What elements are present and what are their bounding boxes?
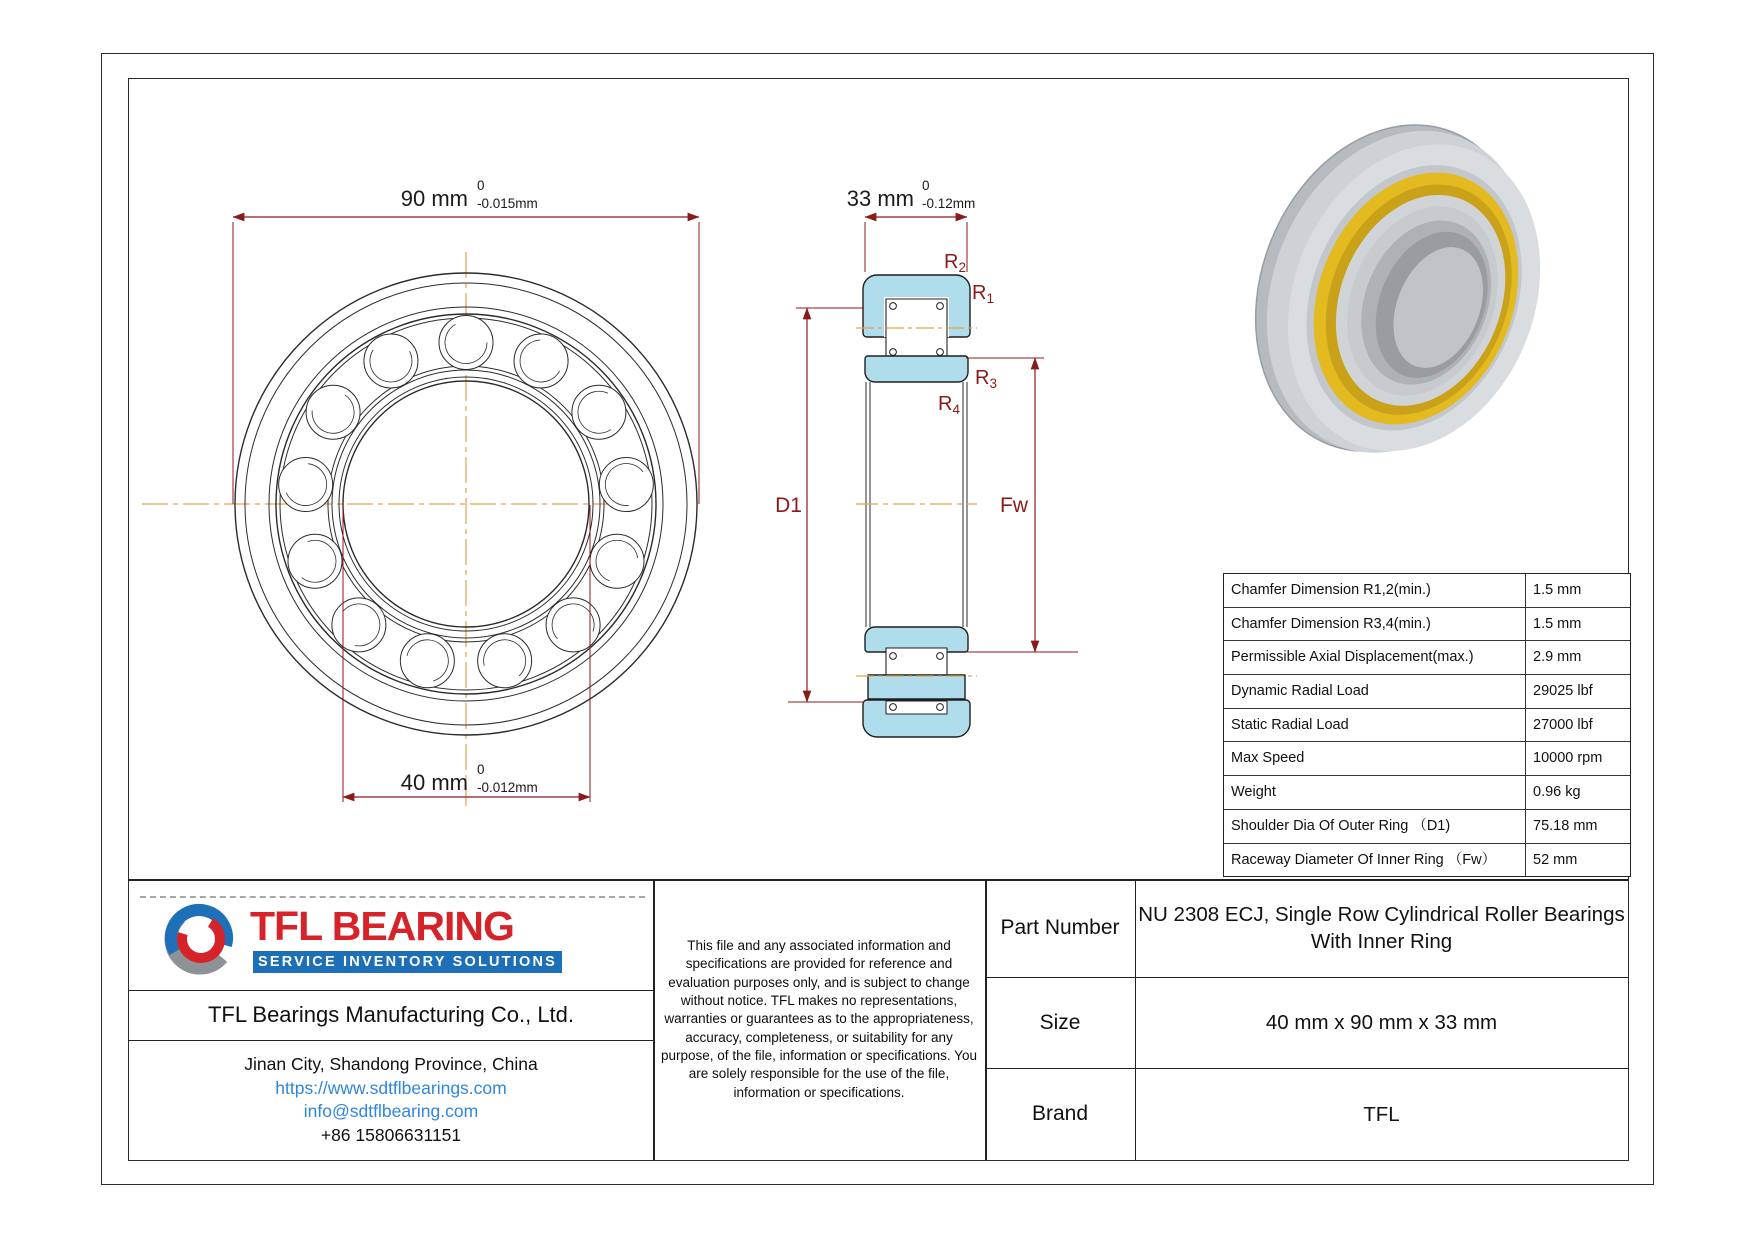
size-value: 40 mm x 90 mm x 33 mm	[1265, 1011, 1498, 1034]
dimension-d1	[775, 308, 864, 702]
spec-label: Dynamic Radial Load	[1224, 674, 1525, 708]
spec-value: 52 mm	[1525, 843, 1630, 877]
r2-chamfer-label: $R_2$	[944, 251, 966, 275]
spec-label: Max Speed	[1224, 741, 1525, 775]
width-tol-lower: -0.12mm	[922, 196, 976, 211]
inner-ring-top-flange-section	[865, 356, 968, 382]
company-contact-block	[130, 1042, 652, 1158]
brand-label: Brand	[1031, 1102, 1089, 1125]
spec-value: 10000 rpm	[1525, 741, 1630, 775]
d1-label: D1	[775, 494, 802, 517]
spec-label: Permissible Axial Displacement(max.)	[1224, 640, 1525, 674]
logo-tagline: SERVICE INVENTORY SOLUTIONS	[253, 951, 562, 973]
logo-wordmark: TFL BEARING	[250, 903, 514, 949]
spec-label: Raceway Diameter Of Inner Ring （Fw）	[1224, 843, 1525, 877]
company-phone: +86 15806631151	[320, 1124, 462, 1145]
spec-value: 29025 lbf	[1525, 674, 1630, 708]
spec-label: Shoulder Dia Of Outer Ring （D1)	[1224, 809, 1525, 843]
outer-diameter-tol-upper: 0	[477, 178, 485, 193]
spec-label: Static Radial Load	[1224, 708, 1525, 742]
part-number-label: Part Number	[1000, 916, 1120, 939]
r1-chamfer-label: $R_1$	[972, 282, 994, 306]
company-email-link[interactable]: info@sdtflbearing.com	[303, 1101, 479, 1121]
part-number-value: NU 2308 ECJ, Single Row Cylindrical Roller Bearings With Inner Ring	[1138, 903, 1625, 953]
bearing-3d-render	[1208, 84, 1588, 498]
specifications-table	[1223, 573, 1631, 877]
spec-label: Chamfer Dimension R3,4(min.)	[1224, 607, 1525, 641]
disclaimer-cell	[655, 881, 983, 1158]
fw-label: Fw	[1000, 494, 1028, 517]
bore-diameter-tol-upper: 0	[477, 762, 485, 777]
tfl-logo-icon	[160, 897, 240, 981]
disclaimer-text: This file and any associated information and specifications are provided for reference and evaluation purposes only, and is subject to change without notice. TFL makes no representations, warranties or guarantees as to the appropriateness, accuracy, completeness, or suitability for any purpose, of the file, information or specifications. You are solely responsible for the use of the file, information or specifications.	[661, 937, 977, 1100]
spec-label: Chamfer Dimension R1,2(min.)	[1231, 582, 1431, 598]
cross-section-view	[775, 178, 1078, 737]
width-label: 33 mm	[846, 186, 914, 211]
spec-value: 27000 lbf	[1525, 708, 1630, 742]
company-logo	[130, 881, 652, 989]
front-view	[142, 252, 697, 806]
brand-value: TFL	[1363, 1102, 1400, 1126]
inner-ring-bottom-body-section	[868, 675, 965, 699]
outer-diameter-tol-lower: -0.015mm	[477, 196, 538, 211]
outer-diameter-label: 90 mm	[400, 186, 468, 211]
spec-value: 0.96 kg	[1525, 775, 1630, 809]
bore-diameter-tol-lower: -0.012mm	[477, 780, 538, 795]
spec-label: Weight	[1224, 775, 1525, 809]
company-website-link[interactable]: https://www.sdtflbearings.com	[275, 1077, 507, 1098]
spec-value: 1.5 mm	[1525, 574, 1630, 607]
size-label: Size	[1039, 1010, 1081, 1034]
dimension-fw	[966, 358, 1078, 652]
bore-diameter-label: 40 mm	[400, 770, 468, 795]
spec-value: 75.18 mm	[1525, 809, 1630, 843]
spec-value: 1.5 mm	[1525, 607, 1630, 641]
width-tol-upper: 0	[922, 178, 930, 193]
company-name: TFL Bearings Manufacturing Co., Ltd.	[207, 1002, 575, 1027]
r4-chamfer-label: $R_4$	[938, 393, 960, 417]
company-location: Jinan City, Shandong Province, China	[244, 1054, 538, 1074]
spec-value: 2.9 mm	[1525, 640, 1630, 674]
r3-chamfer-label: $R_3$	[975, 367, 997, 391]
